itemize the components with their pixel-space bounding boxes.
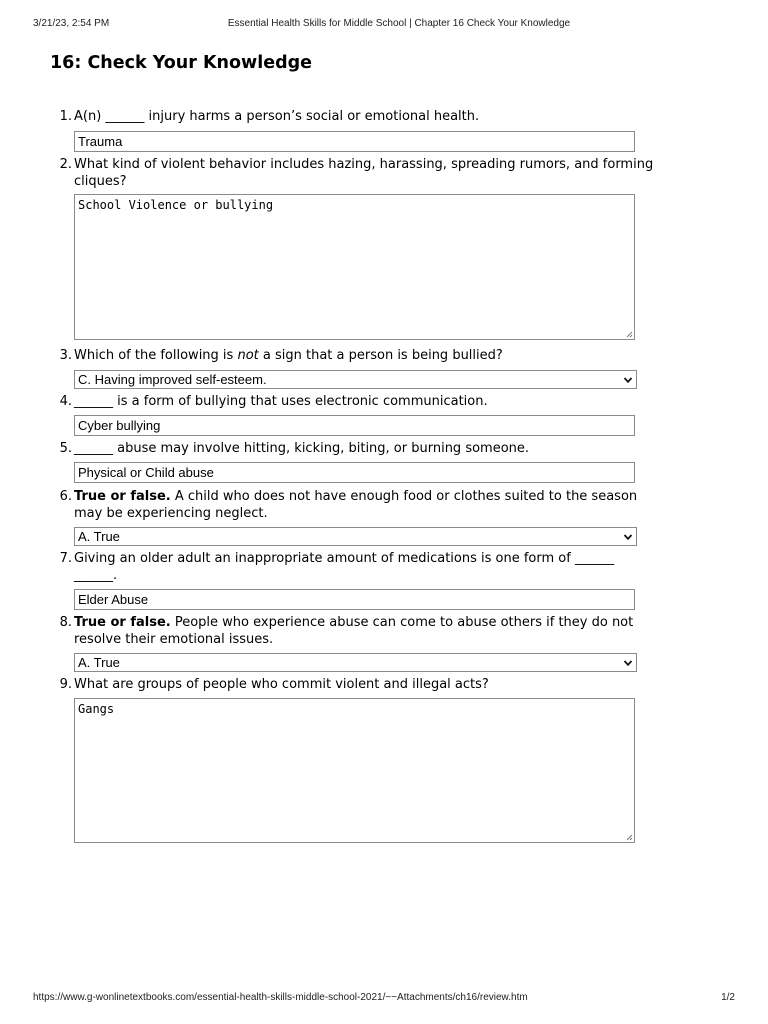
answer-3-selected: C. Having improved self-esteem. — [78, 372, 267, 387]
answer-8-select[interactable] — [74, 653, 637, 672]
question-4: 4. ______ is a form of bullying that uses electronic communication. — [59, 394, 488, 409]
question-5: 5. ______ abuse may involve hitting, kicking, biting, or burning someone. — [59, 441, 530, 456]
question-8: 8. True or false. People who experience abuse can come to abuse others if they do not resolve their emotional issues. — [59, 615, 634, 647]
page-title: 16: Check Your Knowledge — [50, 53, 312, 73]
print-url[interactable]: https://www.g-wonlinetextbooks.com/essential-health-skills-middle-school-2021/~~Attachments/ch16/review.htm — [33, 992, 528, 1003]
answer-1-input[interactable]: Trauma — [74, 131, 635, 152]
question-6: 6. True or false. A child who does not have enough food or clothes suited to the season may be experiencing neglect. — [59, 489, 638, 521]
question-9-text: What are groups of people who commit violent and illegal acts? — [74, 677, 489, 692]
question-3-text: Which of the following is not a sign that a person is being bullied? — [74, 348, 503, 363]
page-number: 1/2 — [721, 992, 735, 1003]
question-1-text: A(n) ______ injury harms a person’s social or emotional health. — [74, 109, 480, 124]
question-3: 3. Which of the following is not a sign that a person is being bullied? — [59, 348, 503, 363]
answer-6-select[interactable] — [74, 527, 637, 546]
print-footer — [33, 992, 735, 1006]
question-7-text: Giving an older adult an inappropriate amount of medications is one form of ______ ______. — [74, 551, 614, 583]
question-7: 7. Giving an older adult an inappropriate amount of medications is one form of ______ ______. — [59, 551, 614, 583]
answer-2-textarea[interactable] — [74, 194, 635, 340]
answer-8-selected: A. True — [78, 655, 120, 670]
question-2: 2. What kind of violent behavior includes hazing, harassing, spreading rumors, and forming cliques? — [59, 157, 654, 189]
chevron-down-icon — [623, 658, 633, 668]
question-6-text: True or false. A child who does not have enough food or clothes suited to the season may be experiencing neglect. — [74, 489, 638, 521]
question-1: 1. A(n) ______ injury harms a person’s social or emotional health. — [59, 109, 480, 124]
print-document-title: Essential Health Skills for Middle School | Chapter 16 Check Your Knowledge — [227, 18, 571, 29]
question-4-text: ______ is a form of bullying that uses electronic communication. — [74, 394, 488, 409]
answer-6-selected: A. True — [78, 529, 120, 544]
answer-7-input[interactable]: Elder Abuse — [74, 589, 635, 610]
chevron-down-icon — [623, 532, 633, 542]
print-date: 3/21/23, 2:54 PM — [33, 18, 110, 29]
question-9: 9. What are groups of people who commit violent and illegal acts? — [59, 677, 489, 692]
print-header — [33, 18, 735, 32]
answer-5-input[interactable]: Physical or Child abuse — [74, 462, 635, 483]
answer-9-value: Gangs — [78, 702, 115, 716]
question-2-text: What kind of violent behavior includes hazing, harassing, spreading rumors, and forming cliques? — [74, 157, 654, 189]
question-8-text: True or false. People who experience abuse can come to abuse others if they do not resolve their emotional issues. — [74, 615, 634, 647]
resize-grip-icon[interactable] — [626, 834, 633, 841]
answer-4-input[interactable]: Cyber bullying — [74, 415, 635, 436]
chevron-down-icon — [623, 375, 633, 385]
answer-3-select[interactable] — [74, 370, 637, 389]
answer-2-value: School Violence or bullying — [78, 198, 274, 212]
answer-9-textarea[interactable] — [74, 698, 635, 843]
question-5-text: ______ abuse may involve hitting, kicking, biting, or burning someone. — [74, 441, 530, 456]
resize-grip-icon[interactable] — [626, 331, 633, 338]
